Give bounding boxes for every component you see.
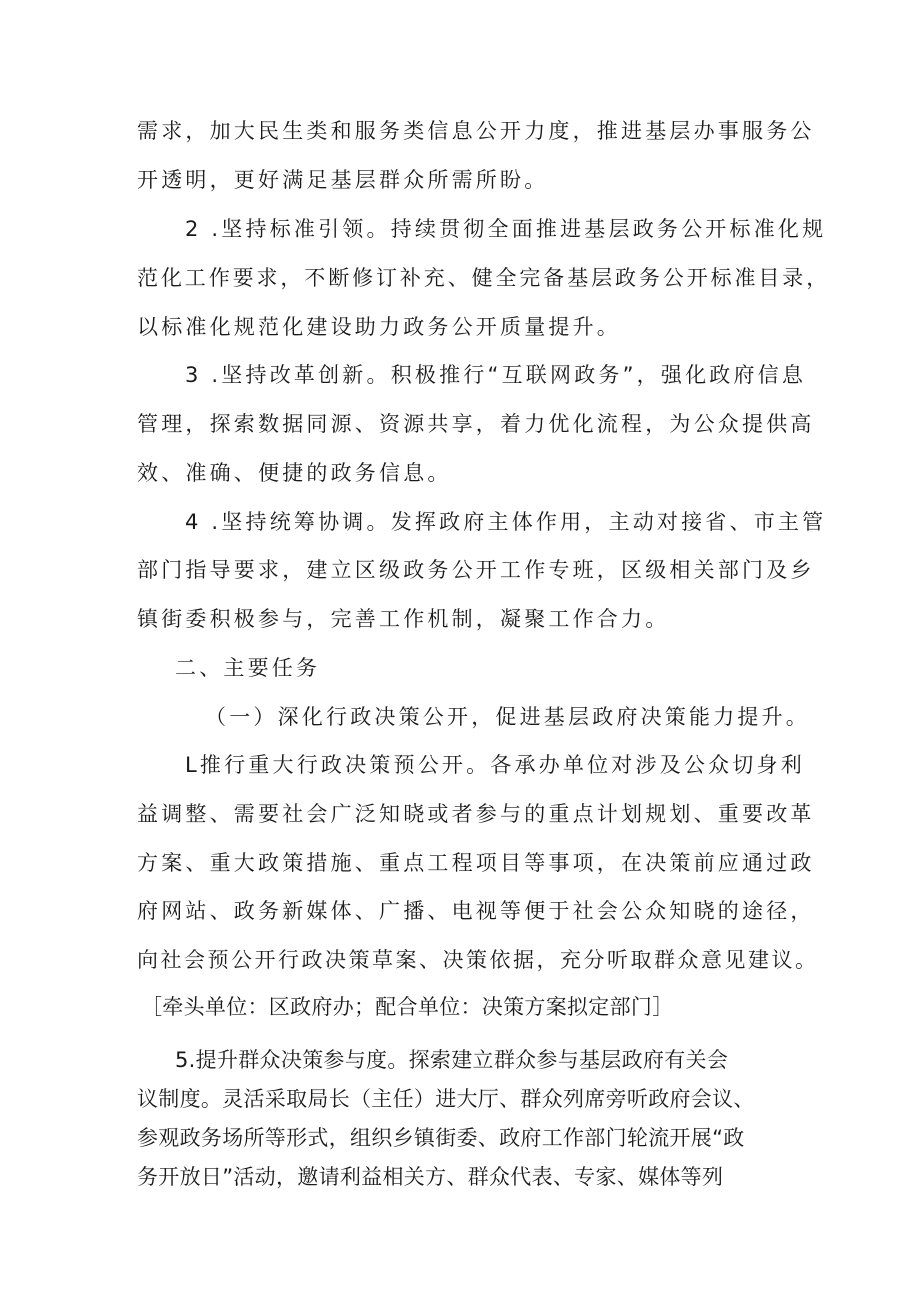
paragraph-line: 范化工作要求，不断修订补充、健全完备基层政务公开标准目录， [137,266,831,290]
paragraph-line: 向社会预公开行政决策草案、决策依据，充分听取群众意见建议。 [137,948,819,972]
subsection-heading: （一）深化行政决策公开，促进基层政府决策能力提升。 [205,705,810,729]
paragraph-line: 方案、重大政策措施、重点工程项目等事项，在决策前应通过政 [137,851,815,875]
paragraph-line: 4 .坚持统筹协调。发挥政府主体作用，主动对接省、市主管 [185,510,827,534]
paragraph-line: 镇街委积极参与，完善工作机制，凝聚工作合力。 [137,607,670,631]
paragraph-line: 管理，探索数据同源、资源共享，着力优化流程，为公众提供高 [137,412,815,436]
paragraph-line: L推行重大行政决策预公开。各承办单位对涉及公众切身利 [185,753,805,777]
paragraph-line: 需求，加大民生类和服务类信息公开力度，推进基层办事服务公 [137,119,815,143]
lead-unit-note: ［牵头单位：区政府办；配合单位：决策方案拟定部门］ [141,995,674,1019]
paragraph-line: 2 .坚持标准引领。持续贯彻全面推进基层政务公开标准化规 [185,217,827,241]
paragraph-line: 参观政务场所等形式，组织乡镇街委、政府工作部门轮流开展“政 [137,1126,745,1150]
section-heading: 二、主要任务 [175,656,321,680]
paragraph-line: 5.提升群众决策参与度。探索建立群众参与基层政府有关会 [175,1048,729,1072]
paragraph-line: 部门指导要求，建立区级政务公开工作专班，区级相关部门及乡 [137,558,815,582]
paragraph-line: 府网站、政务新媒体、广播、电视等便于社会公众知晓的途径， [137,899,815,923]
paragraph-line: 3 .坚持改革创新。积极推行“互联网政务”，强化政府信息 [185,363,807,387]
paragraph-line: 以标准化规范化建设助力政务公开质量提升。 [137,315,621,339]
paragraph-line: 议制度。灵活采取局长（主任）进大厅、群众列席旁听政府会议、 [137,1087,755,1111]
paragraph-line: 效、准确、便捷的政务信息。 [137,461,452,485]
paragraph-line: 开透明，更好满足基层群众所需所盼。 [137,168,549,192]
paragraph-line: 益调整、需要社会广泛知晓或者参与的重点计划规划、重要改革 [137,802,815,826]
paragraph-line: 务开放日”活动，邀请利益相关方、群众代表、专家、媒体等列 [137,1165,724,1189]
